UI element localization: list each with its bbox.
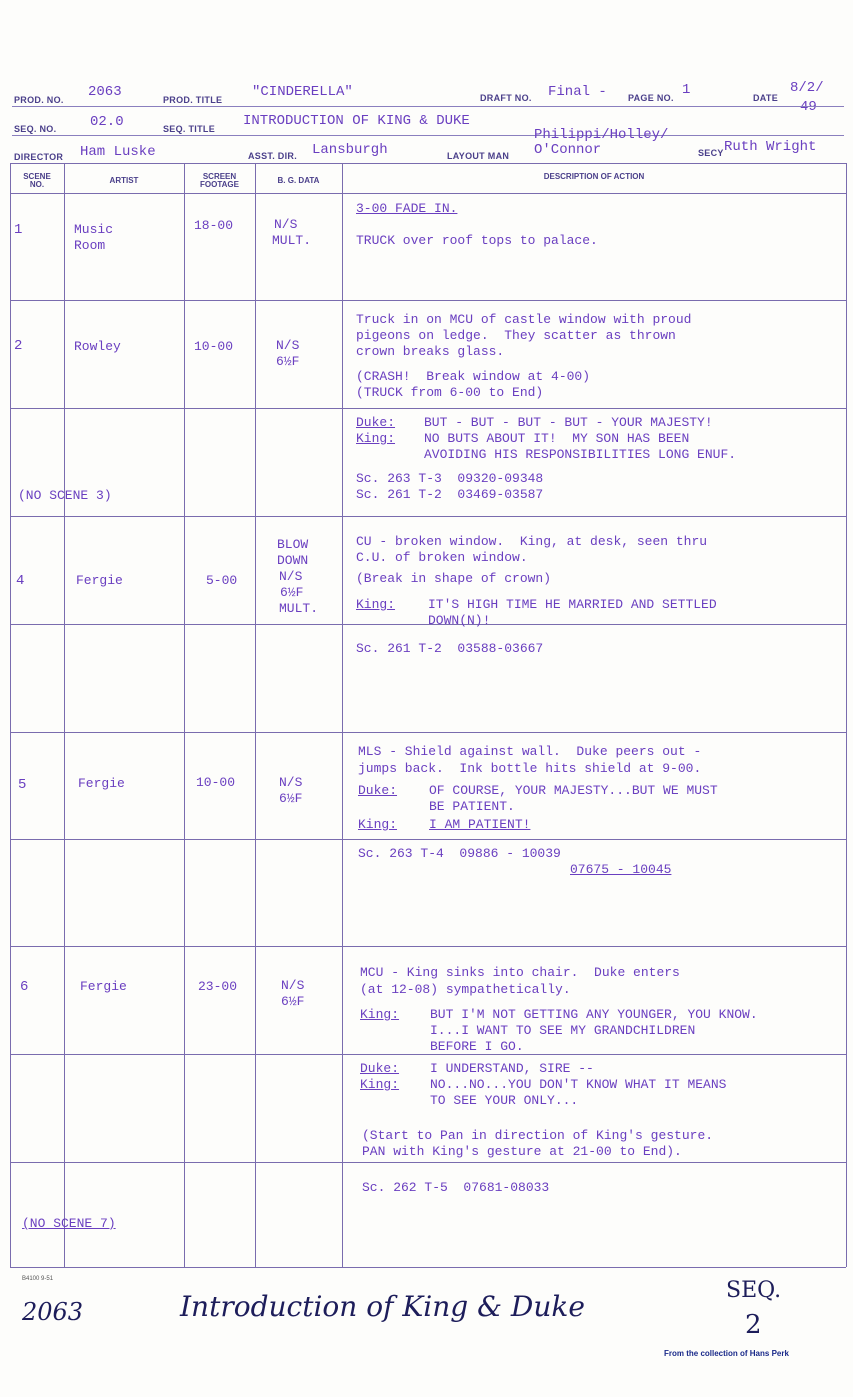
col-rule	[846, 163, 847, 1267]
action-note: (Break in shape of crown)	[356, 571, 552, 586]
dialogue-text: BUT - BUT - BUT - BUT - YOUR MAJESTY!	[424, 415, 713, 430]
collection-credit: From the collection of Hans Perk	[664, 1349, 789, 1358]
dialogue-speaker: King:	[360, 1007, 400, 1022]
form-code: B4100 9-51	[22, 1276, 54, 1282]
director-label: DIRECTOR	[14, 152, 64, 162]
col-header-bg-data: B. G. DATA	[277, 176, 320, 185]
row-rule	[10, 732, 846, 733]
description-line: pigeons on ledge. They scatter as thrown	[356, 328, 676, 343]
bg-data: 6½F	[281, 994, 305, 1009]
bg-data: 6½F	[279, 791, 303, 806]
dialogue-speaker: King:	[356, 597, 396, 612]
table-header-rule	[10, 193, 846, 194]
asst-dir: Lansburgh	[312, 142, 388, 158]
seq-title-label: SEQ. TITLE	[163, 124, 216, 134]
description-line: 3-00 FADE IN.	[356, 201, 458, 216]
bg-data: N/S	[274, 217, 298, 232]
track-reference: Sc. 262 T-5 07681-08033	[362, 1180, 550, 1195]
col-rule	[184, 163, 185, 1267]
description-line: CU - broken window. King, at desk, seen thru	[356, 534, 708, 549]
no-scene-note: (NO SCENE 7)	[22, 1216, 116, 1231]
row-rule	[10, 300, 846, 301]
description-line: TRUCK over roof tops to palace.	[356, 233, 598, 248]
track-reference: 07675 - 10045	[570, 862, 672, 877]
track-reference: Sc. 263 T-3 09320-09348	[356, 471, 544, 486]
screen-footage: 5-00	[206, 573, 238, 588]
scene-number: 4	[16, 573, 25, 589]
row-rule	[10, 946, 846, 947]
track-reference: Sc. 263 T-4 09886 - 10039	[358, 846, 561, 861]
dialogue-text: NO BUTS ABOUT IT! MY SON HAS BEEN AVOIDING HIS RESPONSIBILITIES LONG ENUF.	[424, 431, 737, 462]
dialogue-text: IT'S HIGH TIME HE MARRIED AND SETTLED DOWN(N)!	[428, 597, 717, 628]
col-header-artist: ARTIST	[109, 176, 139, 185]
artist: Rowley	[74, 339, 121, 354]
dialogue-text: BUT I'M NOT GETTING ANY YOUNGER, YOU KNOW. I...I WANT TO SEE MY GRANDCHILDREN BEFORE I GO.	[430, 1007, 758, 1054]
action-note: (TRUCK from 6-00 to End)	[356, 385, 544, 400]
artist: Room	[74, 238, 106, 253]
col-rule	[342, 163, 343, 1267]
description-line: C.U. of broken window.	[356, 550, 528, 565]
col-rule	[64, 163, 65, 1267]
no-scene-note: (NO SCENE 3)	[18, 488, 112, 503]
track-reference: Sc. 261 T-2 03588-03667	[356, 641, 544, 656]
description-line: jumps back. Ink bottle hits shield at 9-00.	[358, 761, 702, 776]
dialogue-text: I UNDERSTAND, SIRE --	[430, 1061, 594, 1076]
description-line: Truck in on MCU of castle window with proud	[356, 312, 692, 327]
bg-data: DOWN	[277, 553, 309, 568]
bg-data: MULT.	[272, 233, 312, 248]
dialogue-speaker: King:	[358, 817, 398, 832]
asst-dir-label: ASST. DIR.	[248, 151, 298, 161]
row-rule	[10, 839, 846, 840]
dialogue-speaker: King:	[356, 431, 396, 446]
row-rule	[10, 408, 846, 409]
director: Ham Luske	[80, 144, 156, 160]
screen-footage: 10-00	[196, 775, 236, 790]
page-no: 1	[682, 82, 691, 98]
scene-number: 1	[14, 222, 23, 238]
col-header-footage: SCREEN FOOTAGE	[200, 172, 239, 189]
table-top-rule	[10, 163, 846, 164]
col-header-description: DESCRIPTION OF ACTION	[543, 172, 645, 181]
page-no-label: PAGE NO.	[628, 93, 674, 103]
dialogue-speaker: Duke:	[356, 415, 396, 430]
dialogue-speaker: King:	[360, 1077, 400, 1092]
prod-no: 2063	[88, 84, 122, 100]
handwritten-seq-label: SEQ.	[726, 1278, 782, 1303]
screen-footage: 10-00	[194, 339, 234, 354]
action-note: (CRASH! Break window at 4-00)	[356, 369, 591, 384]
draft-no-label: DRAFT NO.	[480, 93, 532, 103]
artist: Fergie	[80, 979, 127, 994]
dialogue-text: NO...NO...YOU DON'T KNOW WHAT IT MEANS TO SEE YOUR ONLY...	[430, 1077, 727, 1108]
artist: Music	[74, 222, 114, 237]
seq-no-label: SEQ. NO.	[14, 124, 57, 134]
bg-data: 6½F	[276, 354, 300, 369]
description-line: (at 12-08) sympathetically.	[360, 982, 571, 997]
table-bottom-rule	[10, 1267, 846, 1268]
bg-data: MULT.	[279, 601, 319, 616]
secy-label: SECY	[698, 148, 724, 158]
col-header-scene: SCENE NO.	[23, 172, 51, 189]
description-line: MLS - Shield against wall. Duke peers out -	[358, 744, 702, 759]
date: 8/2/	[790, 80, 824, 96]
handwritten-prod-no: 2063	[22, 1298, 84, 1326]
prod-no-label: PROD. NO.	[14, 95, 64, 105]
dialogue-speaker: Duke:	[360, 1061, 400, 1076]
bg-data: N/S	[279, 775, 303, 790]
row-rule	[10, 1162, 846, 1163]
dialogue-speaker: Duke:	[358, 783, 398, 798]
secy: Ruth Wright	[724, 139, 817, 155]
draft-no: Final -	[548, 84, 607, 100]
prod-title-label: PROD. TITLE	[163, 95, 223, 105]
description-line: MCU - King sinks into chair. Duke enters	[360, 965, 680, 980]
scene-number: 5	[18, 777, 27, 793]
scene-number: 2	[14, 338, 23, 354]
bg-data: N/S	[279, 569, 303, 584]
seq-no: 02.0	[90, 114, 124, 130]
screen-footage: 18-00	[194, 218, 234, 233]
screen-footage: 23-00	[198, 979, 238, 994]
prod-title: "CINDERELLA"	[252, 84, 353, 100]
col-rule	[255, 163, 256, 1267]
bg-data: N/S	[281, 978, 305, 993]
dialogue-text: I AM PATIENT!	[429, 817, 531, 832]
bg-data: N/S	[276, 338, 300, 353]
bg-data: BLOW	[277, 537, 309, 552]
handwritten-seq-title: Introduction of King & Duke	[180, 1290, 585, 1323]
layout-man-line2: O'Connor	[534, 142, 602, 158]
date-year: 49	[800, 99, 817, 115]
layout-man-label: LAYOUT MAN	[447, 151, 510, 161]
dialogue-text: OF COURSE, YOUR MAJESTY...BUT WE MUST BE PATIENT.	[429, 783, 718, 814]
description-line: crown breaks glass.	[356, 344, 505, 359]
artist: Fergie	[78, 776, 125, 791]
bg-data: 6½F	[280, 585, 304, 600]
action-note: (Start to Pan in direction of King's gesture.	[362, 1128, 714, 1143]
col-rule	[10, 163, 11, 1267]
seq-title: INTRODUCTION OF KING & DUKE	[243, 113, 470, 129]
date-label: DATE	[753, 93, 779, 103]
layout-man-line1: Philippi/Holley/	[534, 127, 669, 143]
header-rule-1	[12, 106, 844, 107]
scene-number: 6	[20, 979, 29, 995]
action-note: PAN with King's gesture at 21-00 to End).	[362, 1144, 682, 1159]
track-reference: Sc. 261 T-2 03469-03587	[356, 487, 544, 502]
artist: Fergie	[76, 573, 123, 588]
header-rule-2	[12, 135, 844, 136]
row-rule	[10, 516, 846, 517]
handwritten-seq-value: 2	[745, 1310, 762, 1340]
